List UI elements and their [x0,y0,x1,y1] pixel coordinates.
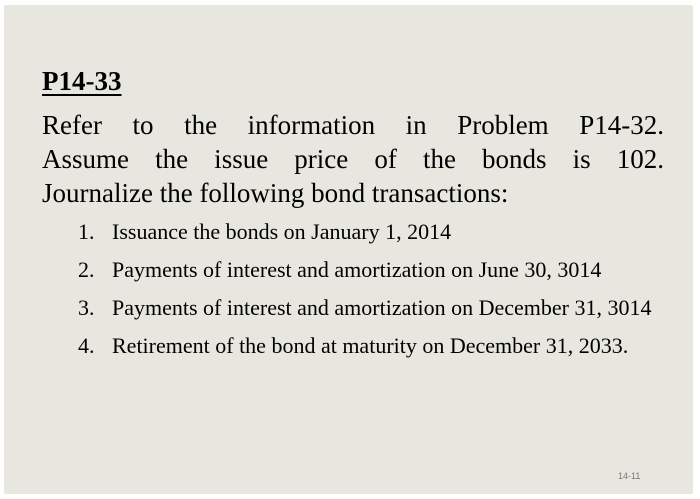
item-text: Payments of interest and amortization on June 30, 3014 [112,257,602,282]
item-number: 2. [78,257,95,282]
list-item [78,256,660,284]
intro-line: Journalize the following bond transactions: [42,178,509,208]
problem-intro [42,108,664,210]
intro-line: Assume the issue price of the bonds is 102. [42,144,664,174]
item-number: 4. [78,333,95,358]
item-text: Issuance the bonds on January 1, 2014 [112,219,452,244]
page-number: 14-11 [618,471,641,481]
list-item [78,332,660,360]
intro-line: Refer to the information in Problem P14-32. [42,110,664,140]
item-text: Retirement of the bond at maturity on December 31, 2033. [112,333,629,358]
transaction-list [78,218,660,370]
item-text: Payments of interest and amortization on December 31, 3014 [112,295,652,320]
slide [4,5,693,494]
problem-title: P14-33 [42,66,122,96]
item-number: 3. [78,295,95,320]
list-item [78,218,660,246]
item-number: 1. [78,219,95,244]
list-item [78,294,660,322]
